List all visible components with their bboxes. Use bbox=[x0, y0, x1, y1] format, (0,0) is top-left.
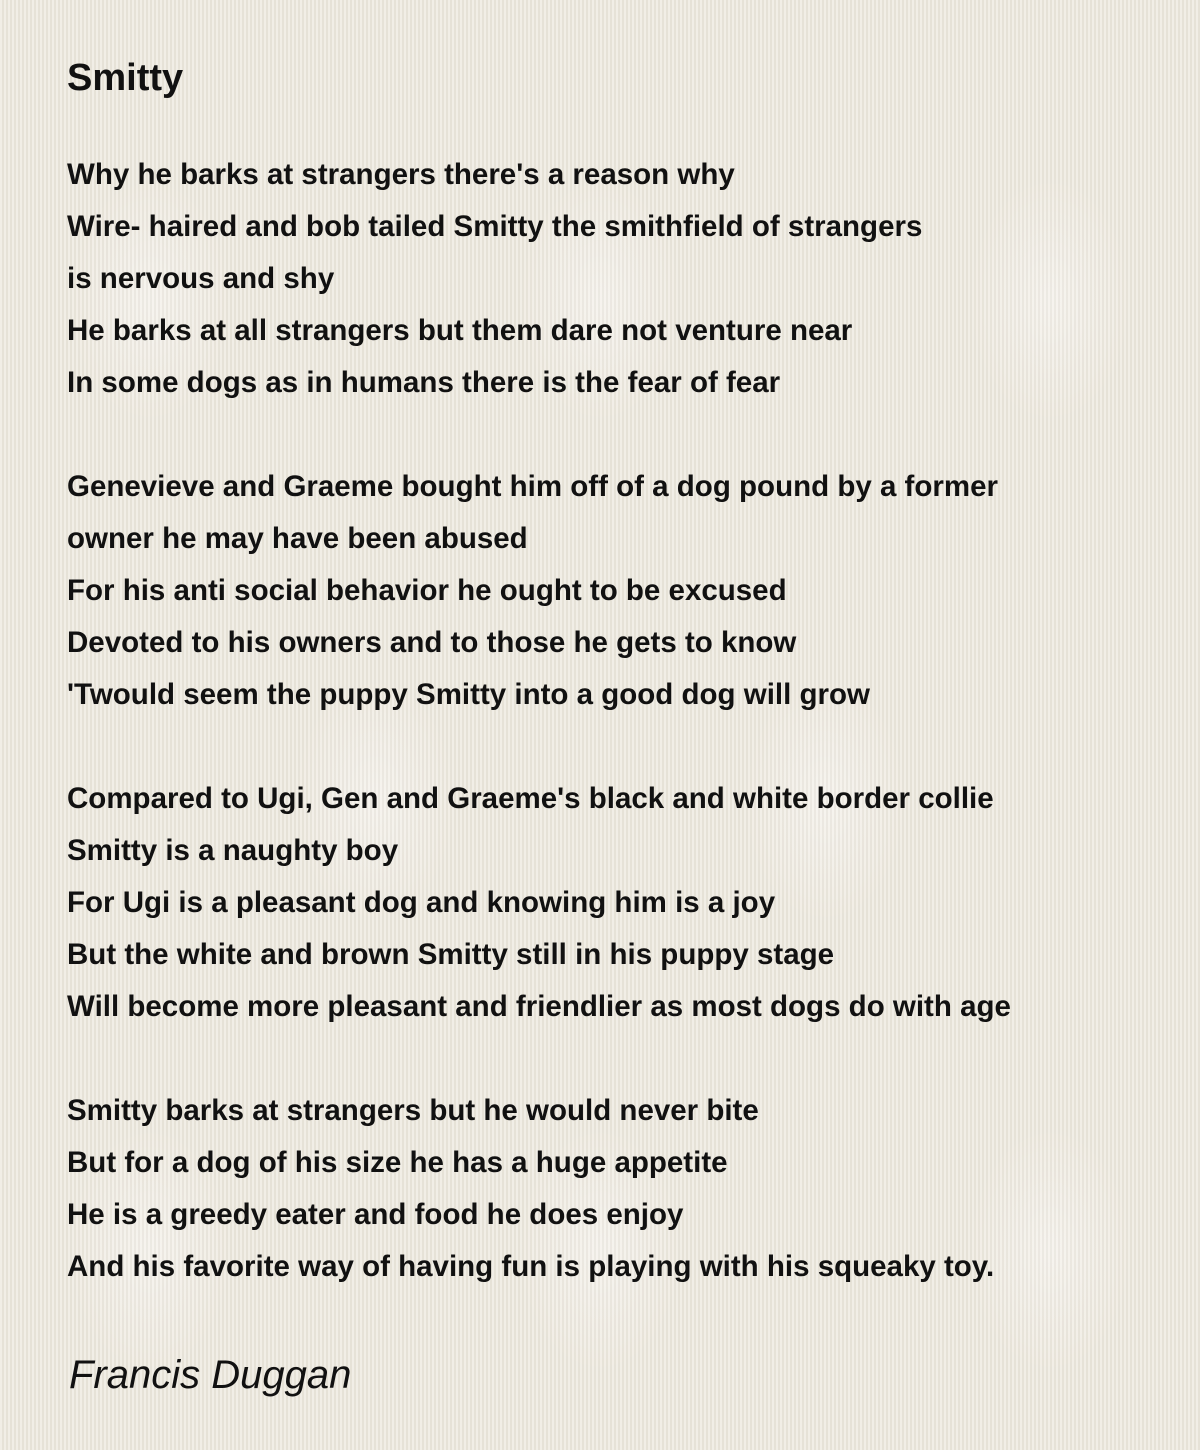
poem-line: For Ugi is a pleasant dog and knowing him is a joy bbox=[67, 886, 776, 919]
poem-line: For his anti social behavior he ought to be excused bbox=[67, 574, 787, 607]
poem-body bbox=[67, 149, 1167, 1345]
poem-line: is nervous and shy bbox=[67, 262, 335, 295]
poem-line: Smitty is a naughty boy bbox=[67, 834, 399, 867]
poem-line: Why he barks at strangers there's a reason why bbox=[67, 158, 735, 191]
poem-line: Genevieve and Graeme bought him off of a dog pound by a former bbox=[67, 470, 998, 503]
poem-line: He is a greedy eater and food he does enjoy bbox=[67, 1198, 684, 1231]
poem-line: In some dogs as in humans there is the fear of fear bbox=[67, 366, 781, 399]
poem-line: Compared to Ugi, Gen and Graeme's black and white border collie bbox=[67, 782, 994, 815]
poem-author: Francis Duggan bbox=[69, 1353, 352, 1397]
poem-line: 'Twould seem the puppy Smitty into a good dog will grow bbox=[67, 678, 870, 711]
poem-line: He barks at all strangers but them dare not venture near bbox=[67, 314, 853, 347]
poem-line: owner he may have been abused bbox=[67, 522, 528, 555]
stanza-1 bbox=[67, 149, 1167, 409]
stanza-3 bbox=[67, 773, 1167, 1033]
poem-line: But the white and brown Smitty still in his puppy stage bbox=[67, 938, 835, 971]
poem-line: Will become more pleasant and friendlier as most dogs do with age bbox=[67, 990, 1011, 1023]
poem-line: Smitty barks at strangers but he would never bite bbox=[67, 1094, 759, 1127]
poem-line: And his favorite way of having fun is playing with his squeaky toy. bbox=[67, 1250, 995, 1283]
stanza-4 bbox=[67, 1085, 1167, 1293]
poem-line: Wire- haired and bob tailed Smitty the smithfield of strangers bbox=[67, 210, 923, 243]
stanza-2 bbox=[67, 461, 1167, 721]
poem-title: Smitty bbox=[67, 57, 184, 99]
poem-line: Devoted to his owners and to those he gets to know bbox=[67, 626, 797, 659]
poem-line: But for a dog of his size he has a huge appetite bbox=[67, 1146, 728, 1179]
